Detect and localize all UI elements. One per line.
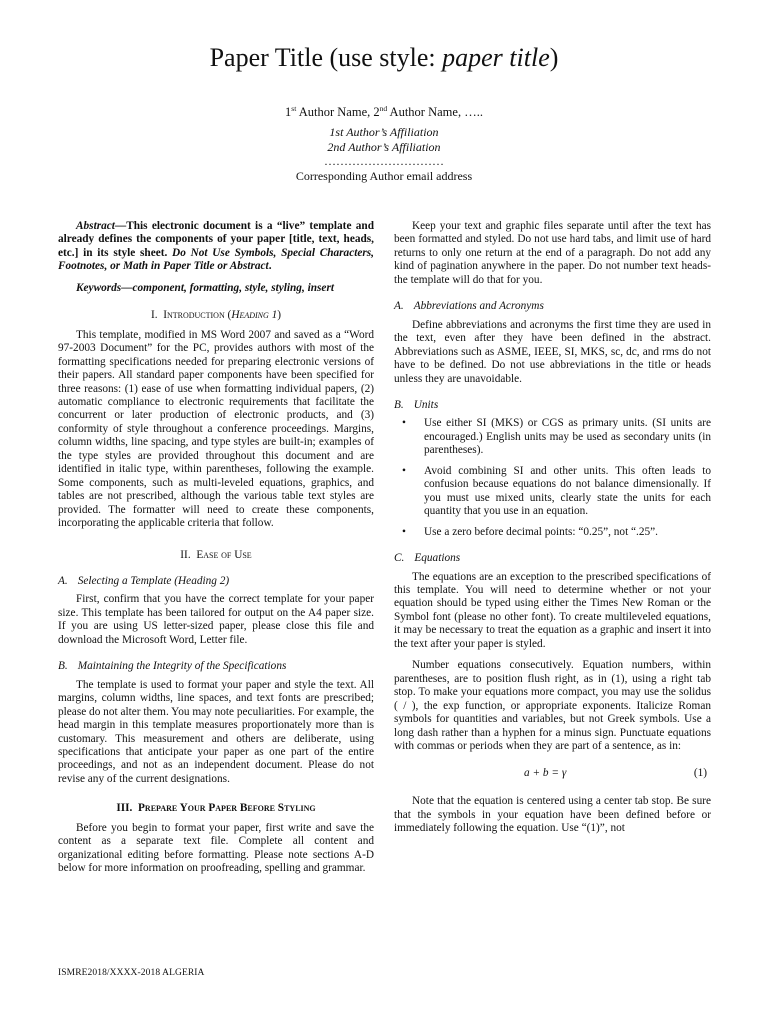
abstract: Abstract—This electronic document is a “live” template and already defines the components of your paper [title, text, heads, etc.] in its style sheet. Do Not Use Symbols, Special Characters, Footnotes, or Math in Paper Title or Abstract. [58, 220, 374, 273]
introduction-paragraph: This template, modified in MS Word 2007 and saved as a “Word 97-2003 Document” for the PC, provides authors with most of the formatting specifications needed for preparing electronic versions of their papers. All standard paper components have been specified for three reasons: (1) ease of use when formatting individual papers, (2) automatic compliance to electronic requirements that facilitate the concurrent or later production of electronic products, and (3) conformity of style throughout a conference proceedings. Margins, column widths, line spacing, and type styles are built-in; examples of the type styles are provided throughout this document and are identified in italic type, within parentheses, following the example. Some components, such as multi-leveled equations, graphics, and tables are not prescribed, although the various table text styles are provided. The formatter will need to create these components, incorporating the applicable criteria that follow. [58, 328, 374, 530]
subheading-units: B. Units [394, 398, 439, 411]
affiliations [0, 125, 768, 183]
separate-files-paragraph: Keep your text and graphic files separate until after the text has been formatted and styled. Do not use hard tabs, and limit use of hard returns to only one return at the end of a paragraph. Do not add any kind of pagination anywhere in the paper. Do not number text heads-the template will do that for you. [394, 220, 711, 286]
equations-paragraph-3: Note that the equation is centered using a center tab stop. Be sure that the symbols in your equation have been defined before or immediately following the equation. Use “(1)”, not [394, 795, 711, 835]
prepare-paragraph: Before you begin to format your paper, first write and save the content as a separate text file. Complete all content and organizational editing before formatting. Please note sections A-D below for more information on proofreading, spelling and grammar. [58, 821, 374, 875]
section-heading-introduction: I. Introduction (Heading 1) [150, 309, 282, 322]
paper-title: Paper Title (use style: paper title) [209, 43, 559, 72]
affiliation-dots: ………………………… [324, 154, 444, 168]
selecting-template-paragraph: First, confirm that you have the correct template for your paper size. This template has been tailored for output on the A4 paper size. If you are using US letter-sized paper, please close this file and download the Microsoft Word, Letter file. [58, 593, 374, 646]
equation-number: (1) [693, 767, 707, 780]
keywords: Keywords—component, formatting, style, styling, insert [76, 281, 334, 294]
left-column [58, 220, 374, 876]
subheading-equations: C. Equations [394, 552, 461, 565]
section-heading-ease-of-use: II. Ease of Use [180, 548, 252, 561]
integrity-paragraph: The template is used to format your paper and style the text. All margins, column widths, line spaces, and text fonts are prescribed; please do not alter them. You may note peculiarities. For example, the head margin in this template measures proportionately more than is customary. This measurement and others are deliberate, using specifications that anticipate your paper as one part of the entire proceedings, and not as an independent document. Please do not revise any of the current designations. [58, 678, 374, 785]
equations-paragraph-2: Number equations consecutively. Equation numbers, within parentheses, are to position flush right, as in (1), using a right tab stop. To make your equations more compact, you may use the solidus ( / ), the exp function, or appropriate exponents. Italicize Roman symbols for quantities and variables, but not Greek symbols. Use a long dash rather than a hyphen for a minus sign. Punctuate equations with commas or periods when they are part of a sentence, as in: [394, 659, 711, 752]
equation-1 [394, 767, 711, 783]
author-line: 1st Author Name, 2nd Author Name, ….. [285, 104, 483, 119]
affiliation-2: 2nd Author’s Affiliation [327, 139, 441, 154]
section-heading-prepare: III. Prepare Your Paper Before Styling [116, 802, 316, 815]
subheading-integrity: B. Maintaining the Integrity of the Specifications [58, 660, 287, 673]
list-item: • Use either SI (MKS) or CGS as primary units. (SI units are encouraged.) English units may be used as secondary units (in parentheses). [424, 417, 711, 457]
list-item: • Use a zero before decimal points: “0.25”, not “.25”. [424, 526, 711, 539]
units-list [394, 417, 711, 539]
subheading-abbreviations: A. Abbreviations and Acronyms [394, 300, 544, 313]
list-item: • Avoid combining SI and other units. This often leads to confusion because equations do not balance dimensionally. If you must use mixed units, clearly state the units for each quantity that you use in an equation. [424, 465, 711, 519]
equations-paragraph-1: The equations are an exception to the prescribed specifications of this template. You will need to determine whether or not your equation should be typed using either the Times New Roman or the Symbol font (please no other font). To create multileveled equations, it may be necessary to treat the equation as a graphic and insert it into the text after your paper is styled. [394, 570, 711, 650]
paper-title-italic: paper title [442, 43, 550, 72]
page-footer: ISMRE2018/XXXX-2018 ALGERIA [58, 968, 205, 978]
abbreviations-paragraph: Define abbreviations and acronyms the first time they are used in the text, even after they have been defined in the abstract. Abbreviations such as ASME, IEEE, SI, MKS, sc, dc, and rms do not have to be defined. Do not use abbreviations in the title or heads unless they are unavoidable. [394, 318, 711, 385]
right-column [394, 220, 711, 836]
corresponding-email: Corresponding Author email address [295, 168, 473, 183]
subheading-selecting-template: A. Selecting a Template (Heading 2) [58, 574, 230, 587]
equation-expression: a + b = γ [524, 767, 567, 780]
affiliation-1: 1st Author’s Affiliation [329, 125, 439, 139]
